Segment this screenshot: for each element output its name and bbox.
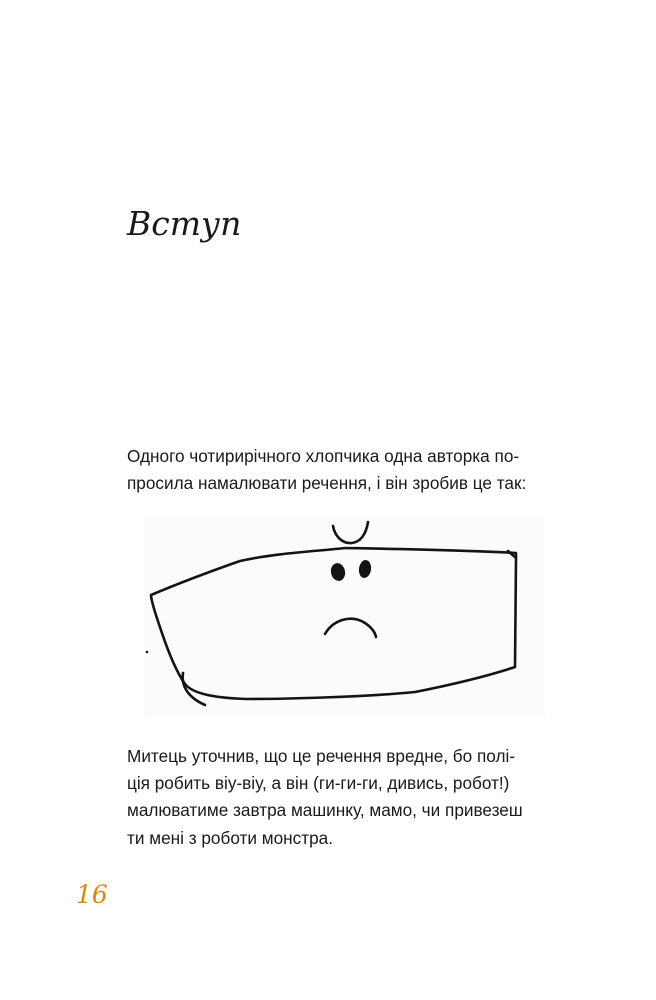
paragraph-line: просила намалювати речення, і він зробив це так: <box>127 473 527 494</box>
paragraph-line: Митець уточнив, що це речення вредне, бо полі- <box>127 746 516 766</box>
chapter-title: Вступ <box>127 204 242 243</box>
page-number: 16 <box>76 880 108 909</box>
paragraph-line: малюватиме завтра машинку, мамо, чи привезеш <box>127 800 523 821</box>
explanation-paragraph <box>127 743 567 852</box>
paragraph-line: ція робить віу-віу, а він (ги-ги-ги, дивись, робот!) <box>127 773 510 794</box>
paragraph-line: ти мені з роботи монстра. <box>127 827 333 848</box>
child-drawing-sad-sentence-icon <box>145 517 545 717</box>
intro-paragraph <box>127 443 567 497</box>
paragraph-line: Одного чотирирічного хлопчика одна авторка по- <box>127 446 520 466</box>
